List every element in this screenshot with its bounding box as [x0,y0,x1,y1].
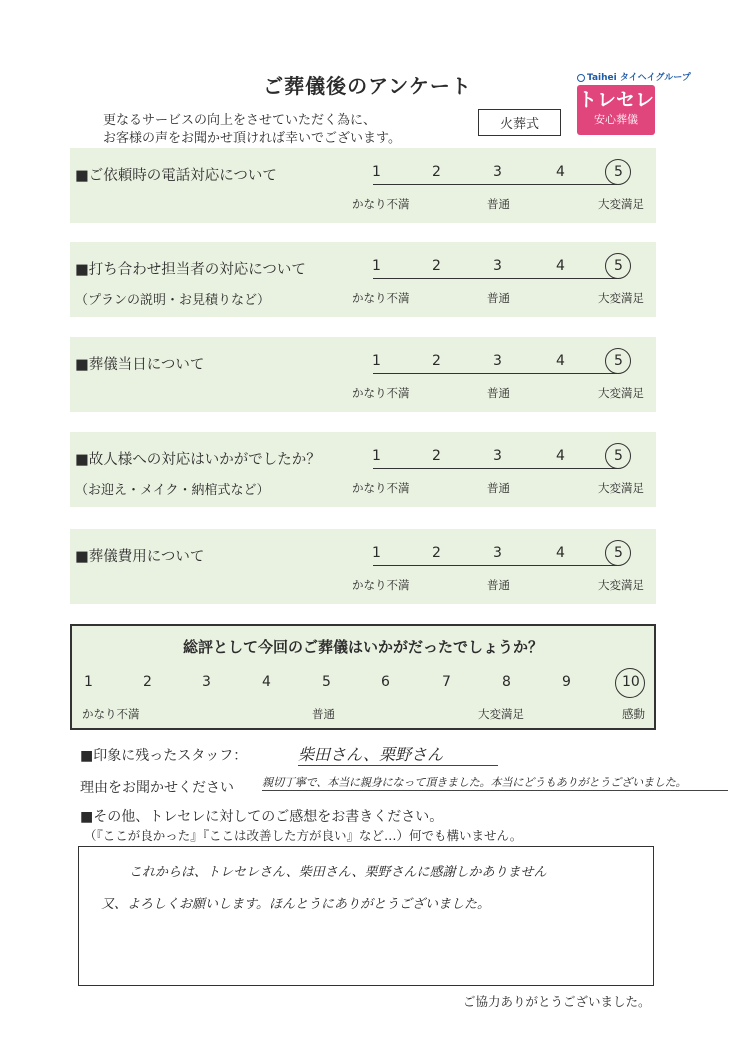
scale-label-high: 大変満足 [598,481,644,495]
comment-line-2: 又、よろしくお願いします。ほんとうにありがとうございました。 [101,897,490,912]
overall-option-8: 8 [502,674,511,690]
rating-option-4: 4 [556,164,565,180]
overall-option-3: 3 [202,674,211,690]
rating-option-3: 3 [493,258,502,274]
rating-option-3: 3 [493,448,502,464]
scale-line [373,373,617,374]
scale-label-low: かなり不満 [352,197,410,211]
question-subtitle: （お迎え・メイク・納棺式など） [75,483,270,498]
rating-option-2: 2 [432,448,441,464]
rating-option-2: 2 [432,353,441,369]
question-title: ■打ち合わせ担当者の対応について [75,262,306,278]
rating-option-5: 5 [614,164,623,180]
other-label: ■その他、トレセレに対してのご感想をお書きください。 [80,809,444,825]
brand-logo-icon [577,74,585,82]
rating-option-3: 3 [493,545,502,561]
scale-label-high: 大変満足 [598,386,644,400]
rating-option-2: 2 [432,545,441,561]
intro-line-2: お客様の声をお聞かせ頂ければ幸いでございます。 [103,131,401,146]
overall-option-2: 2 [143,674,152,690]
rating-option-3: 3 [493,164,502,180]
rating-option-5: 5 [614,545,623,561]
rating-option-1: 1 [372,258,381,274]
rating-option-5: 5 [614,353,623,369]
overall-option-1: 1 [84,674,93,690]
rating-option-4: 4 [556,545,565,561]
question-deceased-care [70,432,656,507]
selected-circle [605,348,631,374]
overall-label-high: 大変満足 [478,707,524,721]
question-title: ■葬儀費用について [75,549,205,565]
page-title: ご葬儀後のアンケート [263,74,472,98]
scale-line [373,565,617,566]
rating-option-4: 4 [556,258,565,274]
overall-label-mid: 普通 [312,707,335,721]
rating-option-3: 3 [493,353,502,369]
other-note: （『ここが良かった』『ここは改善した方が良い』など…）何でも構いません。 [84,828,523,843]
rating-option-4: 4 [556,353,565,369]
ceremony-type-box [478,109,561,136]
rating-option-4: 4 [556,448,565,464]
question-subtitle: （プランの説明・お見積りなど） [75,293,271,308]
question-cost [70,529,656,604]
question-title: ■故人様への対応はいかがでしたか？ [75,452,321,468]
scale-label-low: かなり不満 [352,481,410,495]
footer-thanks: ご協力ありがとうございました。 [463,994,651,1009]
scale-label-mid: 普通 [487,481,510,495]
brand-name: トレセレ [577,89,654,111]
brand-tagline: 安心葬儀 [594,113,638,126]
overall-label-top: 感動 [622,707,645,721]
overall-option-5: 5 [322,674,331,690]
rating-option-1: 1 [372,164,381,180]
rating-option-2: 2 [432,164,441,180]
question-title: ■ご依頼時の電話対応について [75,168,277,184]
overall-title: 総評として今回のご葬儀はいかがだったでしょうか？ [182,638,543,656]
question-title: ■葬儀当日について [75,357,205,373]
scale-line [373,184,617,185]
selected-circle [605,443,631,469]
comment-line-1: これからは、トレセレさん、柴田さん、栗野さんに感謝しかありません [129,865,547,880]
staff-label: ■印象に残ったスタッフ： [80,748,248,764]
overall-option-4: 4 [262,674,271,690]
scale-label-mid: 普通 [487,578,510,592]
question-phone [70,148,656,223]
brand-logo [577,85,655,135]
brand-group: Taihei タイヘイグループ [577,70,691,83]
selected-circle [605,253,631,279]
intro-line-1: 更なるサービスの向上をさせていただく為に、 [103,113,377,128]
rating-option-5: 5 [614,258,623,274]
question-funeral-day [70,337,656,412]
scale-line [373,468,617,469]
reason-answer: 親切丁寧で、本当に親身になって頂きました。本当にどうもありがとうございました。 [262,774,728,791]
reason-label: 理由をお聞かせください [80,780,234,796]
comment-box [78,846,654,986]
rating-option-2: 2 [432,258,441,274]
ceremony-type: 火葬式 [499,117,539,132]
scale-label-high: 大変満足 [598,197,644,211]
scale-label-mid: 普通 [487,197,510,211]
scale-label-low: かなり不満 [352,291,410,305]
overall-label-low: かなり不満 [82,707,140,721]
rating-option-1: 1 [372,353,381,369]
rating-option-1: 1 [372,448,381,464]
scale-label-mid: 普通 [487,291,510,305]
scale-label-low: かなり不満 [352,386,410,400]
question-planner [70,242,656,317]
overall-option-6: 6 [381,674,390,690]
overall-rating [70,624,656,730]
overall-option-9: 9 [562,674,571,690]
scale-line [373,278,617,279]
staff-answer: 柴田さん、栗野さん [298,742,498,766]
scale-label-high: 大変満足 [598,291,644,305]
overall-option-10: 10 [622,674,640,690]
overall-option-7: 7 [442,674,451,690]
scale-label-mid: 普通 [487,386,510,400]
scale-label-low: かなり不満 [352,578,410,592]
rating-option-5: 5 [614,448,623,464]
rating-option-1: 1 [372,545,381,561]
selected-circle [605,540,631,566]
overall-selected-circle [615,668,645,698]
selected-circle [605,159,631,185]
scale-label-high: 大変満足 [598,578,644,592]
